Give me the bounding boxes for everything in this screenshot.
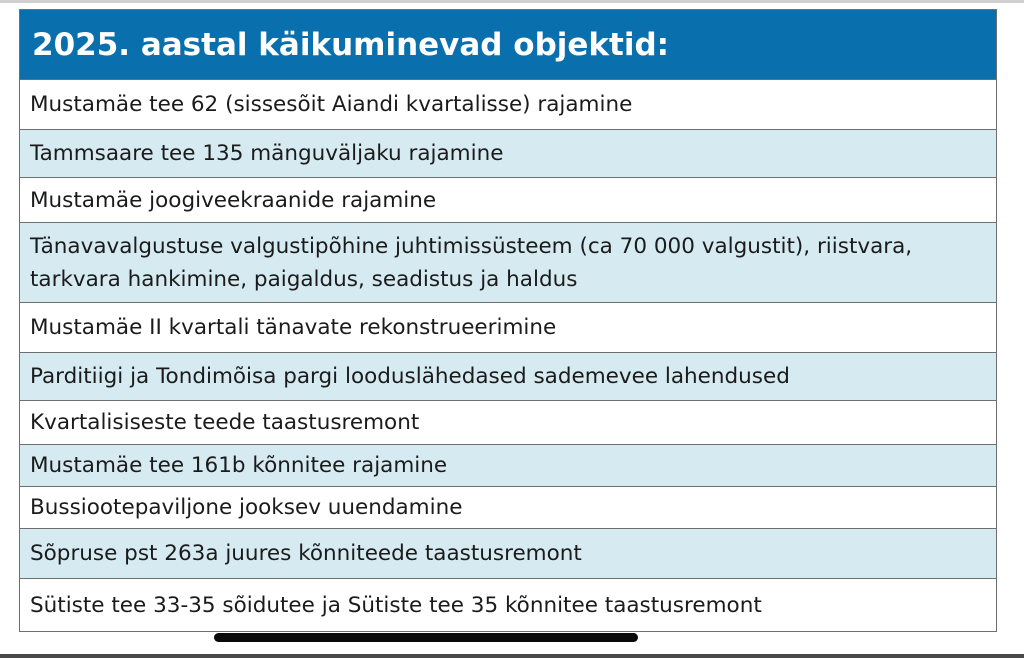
table-row xyxy=(20,579,996,631)
row-text: Mustamäe II kvartali tänavate rekonstrueerimine xyxy=(30,315,557,340)
row-text: Sõpruse pst 263a juures kõnniteede taastusremont xyxy=(30,541,582,566)
objects-table xyxy=(19,9,997,632)
row-text: Tammsaare tee 135 mänguväljaku rajamine xyxy=(30,141,504,166)
top-edge xyxy=(0,0,1024,3)
table-row xyxy=(20,401,996,445)
table-row xyxy=(20,80,996,130)
row-text: Mustamäe tee 161b kõnnitee rajamine xyxy=(30,453,448,478)
table-row xyxy=(20,223,996,303)
table-row xyxy=(20,487,996,529)
row-text: Tänavavalgustuse valgustipõhine juhtimissüsteem (ca 70 000 valgustit), riistvara, tarkvara hankimine, paigaldus, seadistus ja haldus xyxy=(30,233,913,292)
table-row xyxy=(20,130,996,178)
row-text: Mustamäe tee 62 (sissesõit Aiandi kvartalisse) rajamine xyxy=(30,92,633,117)
row-text: Sütiste tee 33-35 sõidutee ja Sütiste tee 35 kõnnitee taastusremont xyxy=(30,592,762,618)
bottom-edge xyxy=(0,654,1024,658)
row-text: Parditiigi ja Tondimõisa pargi looduslähedased sademevee lahendused xyxy=(30,364,790,389)
table-row xyxy=(20,178,996,223)
row-text: Mustamäe joogiveekraanide rajamine xyxy=(30,187,437,213)
table-row xyxy=(20,303,996,353)
table-row xyxy=(20,529,996,579)
table-title: 2025. aastal käikuminevad objektid: xyxy=(20,10,996,80)
table-row xyxy=(20,445,996,487)
row-text: Bussiootepaviljone jooksev uuendamine xyxy=(30,495,463,520)
home-indicator-bar[interactable] xyxy=(214,633,638,642)
table-row xyxy=(20,353,996,401)
row-text: Kvartalisiseste teede taastusremont xyxy=(30,410,420,435)
